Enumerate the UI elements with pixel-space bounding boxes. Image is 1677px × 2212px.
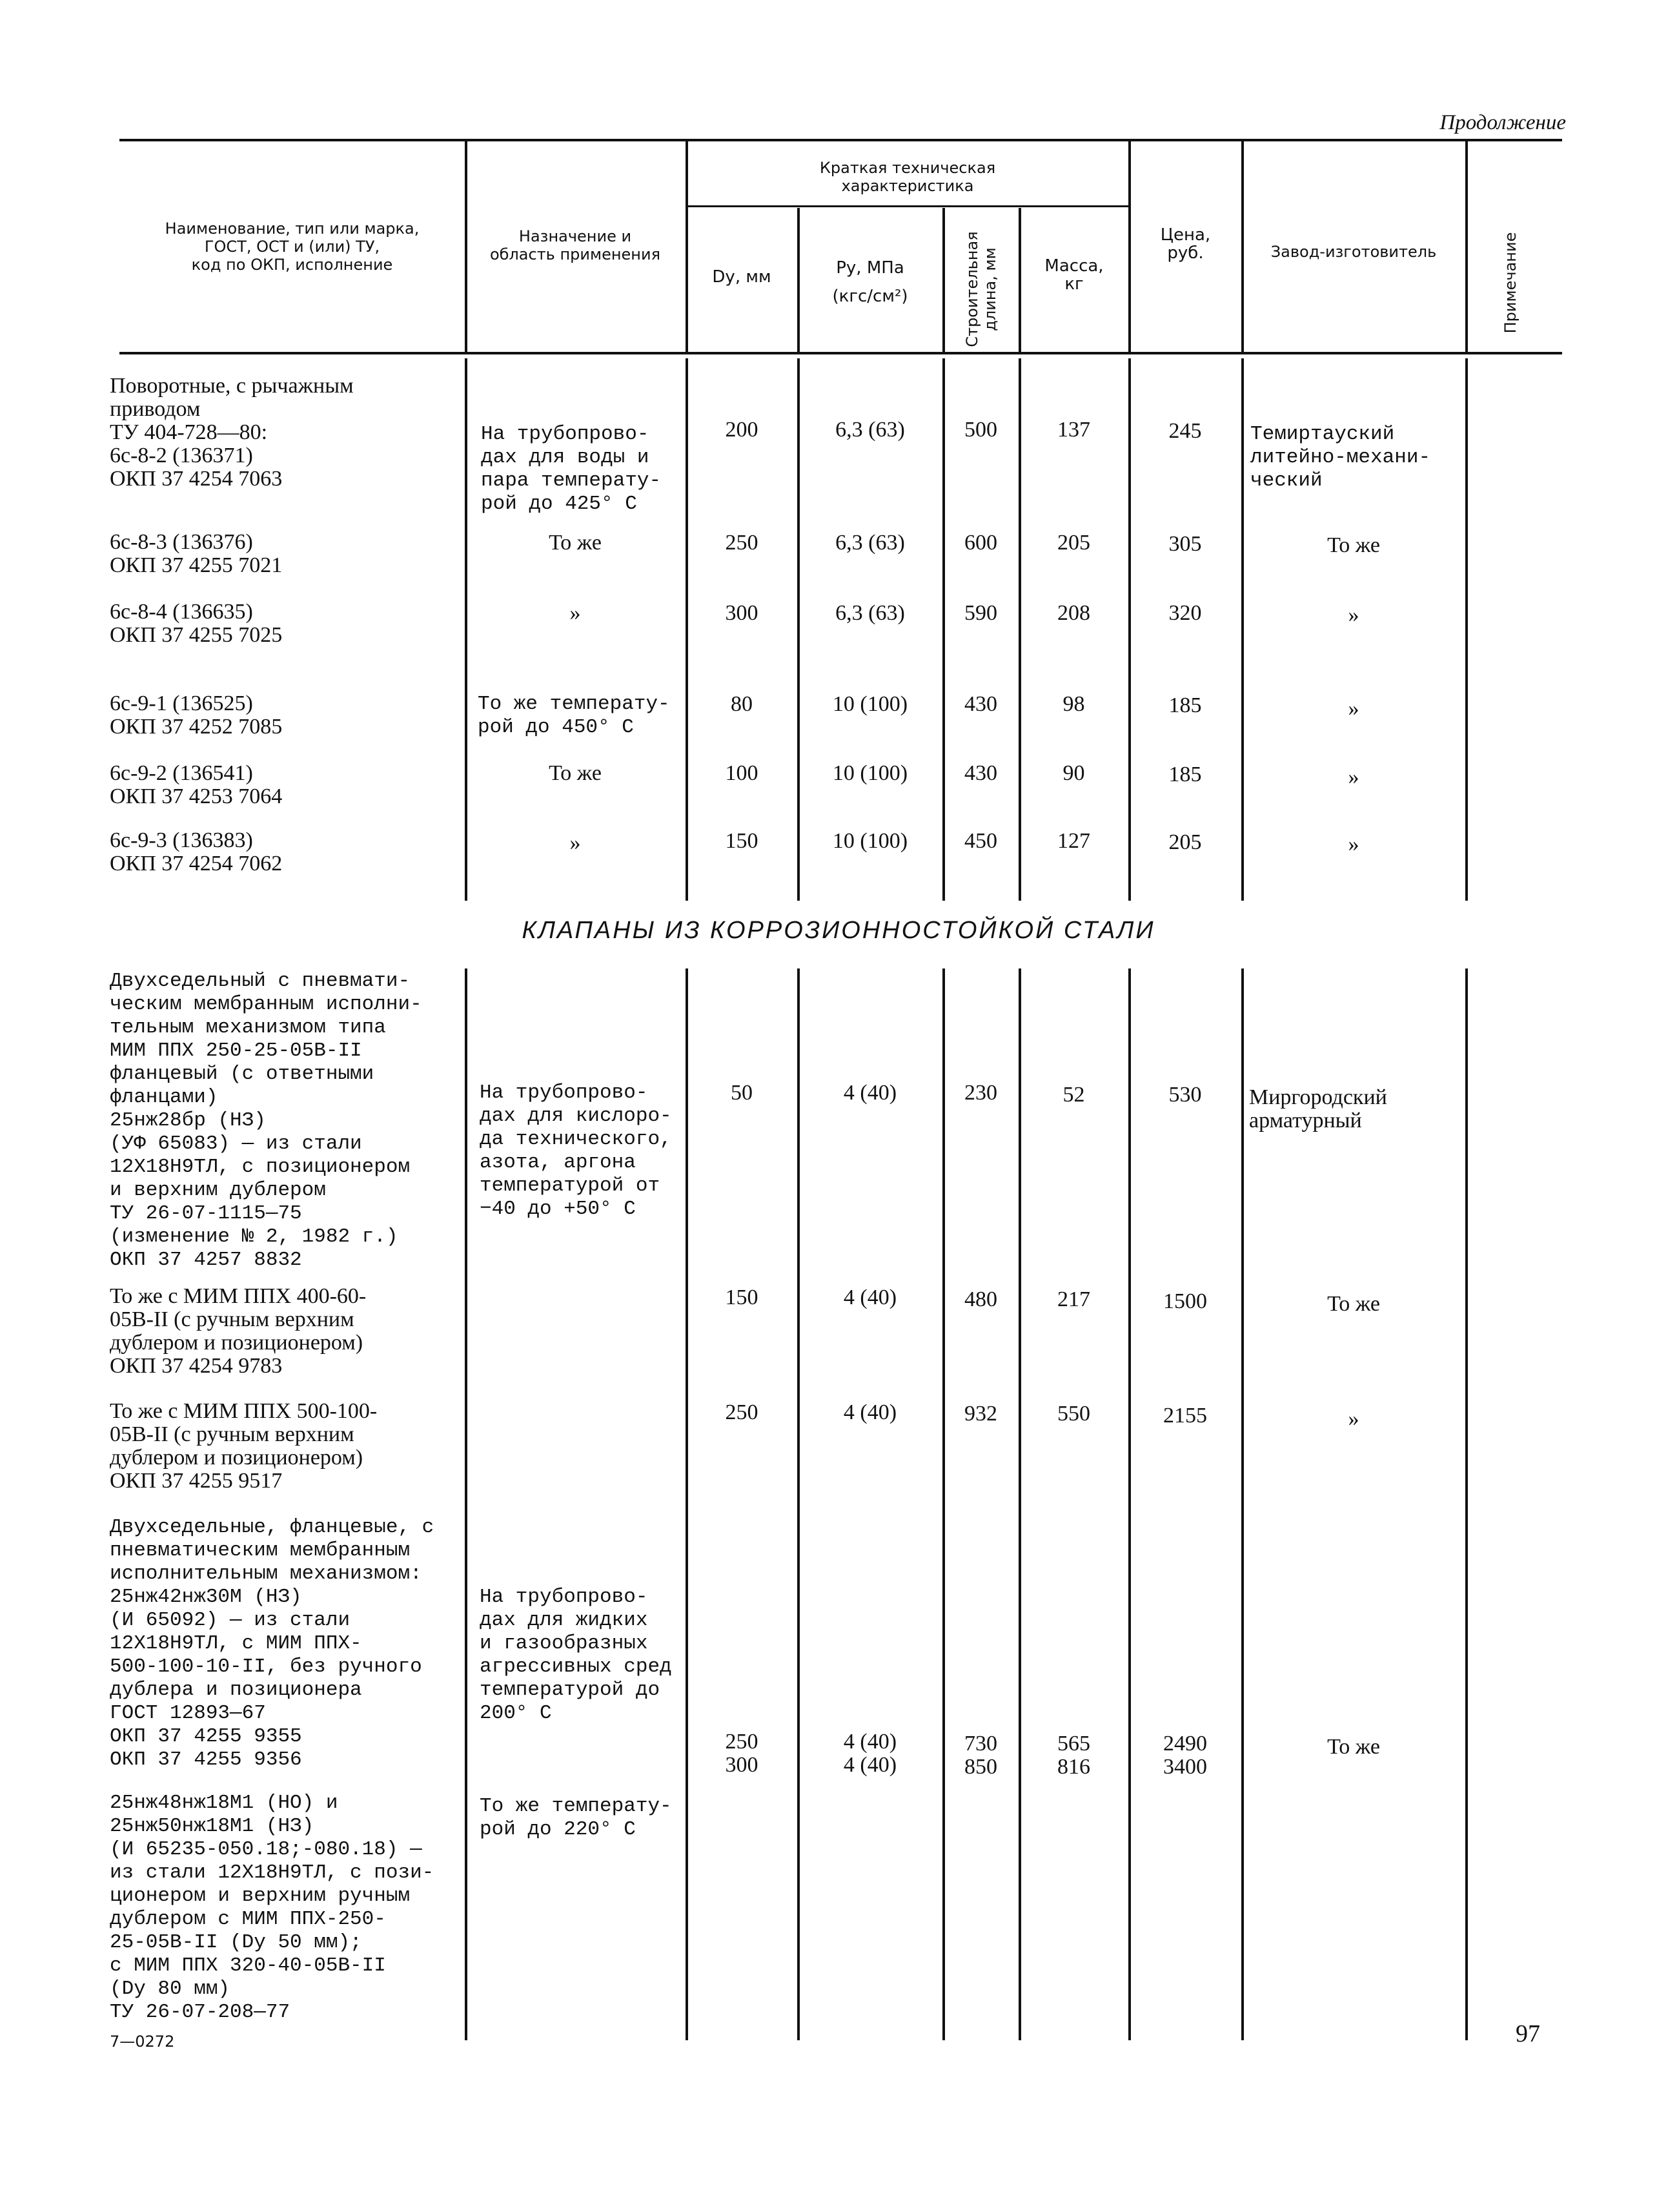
row-b-dy: 50 bbox=[731, 1081, 753, 1105]
row-b-length: 230 bbox=[964, 1081, 997, 1105]
header-divider bbox=[686, 141, 688, 352]
header-note: Примечание bbox=[1501, 232, 1519, 334]
row-a-name: 6с-9-1 (136525) ОКП 37 4252 7085 bbox=[110, 691, 283, 739]
section-title: КЛАПАНЫ ИЗ КОРРОЗИОННОСТОЙКОЙ СТАЛИ bbox=[522, 917, 1155, 944]
row-b-name: То же с МИМ ППХ 500-100- 05В-II (с ручным верхним дублером и позиционером) ОКП 37 4255 9517 bbox=[110, 1399, 378, 1493]
row-a-price: 185 bbox=[1168, 693, 1202, 717]
header-divider bbox=[465, 141, 467, 352]
body-divider bbox=[686, 968, 688, 2040]
row-b-plant: Миргородский арматурный bbox=[1249, 1085, 1387, 1132]
header-name: Наименование, тип или марка, ГОСТ, ОСТ и (или) ТУ, код по ОКП, исполнение bbox=[165, 220, 420, 274]
header-bottom-rule bbox=[119, 352, 1562, 354]
row-b-name: Двухседельные, фланцевые, с пневматическим мембранным исполнительным механизмом: 25нж42нж30М (НЗ) (И 65092) — из стали 12Х18Н9ТЛ, с МИМ ППХ- 500-100-10-II, без ручного дублера и позиционера ГОСТ 12893—67 ОКП 37 4255 9355 ОКП 37 4255 9356 bbox=[110, 1516, 434, 1771]
row-b-price: 2155 bbox=[1163, 1404, 1207, 1428]
row-a-length: 450 bbox=[964, 829, 997, 853]
row-b-dy: 250 300 bbox=[725, 1730, 758, 1777]
row-a-price: 185 bbox=[1168, 763, 1202, 786]
row-b-price: 530 bbox=[1168, 1083, 1202, 1107]
header-divider bbox=[942, 208, 945, 352]
row-a-mass: 205 bbox=[1057, 531, 1090, 555]
row-a-dy: 150 bbox=[725, 829, 758, 853]
row-a-dy: 250 bbox=[725, 531, 758, 555]
header-length: Строительная длина, мм bbox=[963, 231, 999, 347]
header-divider bbox=[1019, 208, 1021, 352]
row-a-plant: » bbox=[1348, 603, 1359, 627]
row-a-plant: Темиртауский литейно-механи- ческий bbox=[1250, 423, 1431, 492]
page-number: 97 bbox=[1516, 2020, 1540, 2047]
row-a-name: 6с-9-3 (136383) ОКП 37 4254 7062 bbox=[110, 828, 283, 876]
row-a-plant: » bbox=[1348, 765, 1359, 789]
row-a-name: 6с-8-3 (136376) ОКП 37 4255 7021 bbox=[110, 530, 283, 577]
row-b-dy: 150 bbox=[725, 1285, 758, 1309]
row-a-length: 500 bbox=[964, 418, 997, 442]
row-a-length: 590 bbox=[964, 601, 997, 625]
row-b-name: Двухседельный с пневмати- ческим мембранным исполни- тельным механизмом типа МИМ ППХ 250-25-05В-II фланцевый (с ответными фланцами) 25нж28бр (НЗ) (УФ 65083) — из стали 12Х18Н9ТЛ, с позиционером и верхним дублером ТУ 26-07-1115—75 (изменение № 2, 1982 г.) ОКП 37 4257 8832 bbox=[110, 970, 422, 1271]
body-divider bbox=[465, 358, 467, 901]
row-a-dy: 300 bbox=[725, 601, 758, 625]
row-b-mass: 565 816 bbox=[1057, 1732, 1090, 1779]
body-divider bbox=[1241, 358, 1244, 901]
row-a-purpose: » bbox=[569, 831, 581, 855]
row-b-plant: То же bbox=[1327, 1292, 1380, 1316]
row-a-price: 305 bbox=[1168, 532, 1202, 556]
row-a-name: 6с-8-4 (136635) ОКП 37 4255 7025 bbox=[110, 600, 283, 647]
header-mass: Масса, кг bbox=[1044, 256, 1104, 294]
row-b-plant: То же bbox=[1327, 1735, 1380, 1759]
header-divider bbox=[797, 208, 800, 352]
row-a-dy: 80 bbox=[731, 692, 753, 716]
row-b-dy: 250 bbox=[725, 1400, 758, 1424]
row-a-mass: 127 bbox=[1057, 829, 1090, 853]
row-a-dy: 200 bbox=[725, 418, 758, 442]
row-a-purpose: То же bbox=[549, 531, 602, 555]
row-a-py: 10 (100) bbox=[832, 761, 908, 785]
row-b-price: 1500 bbox=[1163, 1289, 1207, 1313]
header-plant: Завод-изготовитель bbox=[1270, 243, 1437, 261]
header-py: Pу, МПа (кгс/см²) bbox=[832, 258, 908, 306]
body-divider bbox=[1465, 968, 1468, 2040]
row-b-mass: 550 bbox=[1057, 1402, 1090, 1426]
row-b-length: 730 850 bbox=[964, 1732, 997, 1779]
row-a-length: 600 bbox=[964, 531, 997, 555]
row-b-purpose: То же температу- рой до 220° С bbox=[480, 1795, 672, 1841]
row-a-length: 430 bbox=[964, 692, 997, 716]
row-a-name: 6с-9-2 (136541) ОКП 37 4253 7064 bbox=[110, 761, 283, 808]
row-b-purpose: На трубопрово- дах для кислоро- да технического, азота, аргона температурой от −40 до +50° С bbox=[480, 1081, 672, 1220]
footer-code: 7—0272 bbox=[110, 2033, 175, 2051]
row-b-name: То же с МИМ ППХ 400-60- 05В-II (с ручным верхним дублером и позиционером) ОКП 37 4254 9783 bbox=[110, 1284, 367, 1378]
row-a-py: 10 (100) bbox=[832, 829, 908, 853]
row-a-py: 6,3 (63) bbox=[835, 601, 905, 625]
row-b-mass: 52 bbox=[1062, 1083, 1085, 1107]
row-a-price: 320 bbox=[1168, 601, 1202, 625]
row-a-plant: То же bbox=[1327, 533, 1380, 557]
header-divider bbox=[1241, 141, 1244, 352]
row-a-plant: » bbox=[1348, 697, 1359, 721]
row-b-py: 4 (40) bbox=[843, 1285, 897, 1309]
header-purpose: Назначение и область применения bbox=[489, 227, 661, 263]
row-a-mass: 90 bbox=[1062, 761, 1085, 785]
row-a-price: 245 bbox=[1168, 419, 1202, 443]
row-b-purpose: На трубопрово- дах для жидких и газообразных агрессивных сред температурой до 200° С bbox=[480, 1586, 672, 1725]
row-a-purpose: На трубопрово- дах для воды и пара температу- рой до 425° С bbox=[481, 423, 662, 515]
header-tech-group: Краткая техническая характеристика bbox=[819, 159, 996, 195]
header-price: Цена, руб. bbox=[1160, 225, 1211, 263]
body-divider bbox=[797, 968, 800, 2040]
header-dy: Dу, мм bbox=[712, 267, 771, 287]
row-a-purpose: То же температу- рой до 450° С bbox=[478, 693, 670, 739]
row-a-py: 10 (100) bbox=[832, 692, 908, 716]
header-divider bbox=[1128, 141, 1131, 352]
body-divider bbox=[465, 968, 467, 2040]
row-a-purpose: » bbox=[569, 601, 581, 625]
row-a-price: 205 bbox=[1168, 830, 1202, 854]
continuation-label: Продолжение bbox=[1439, 111, 1566, 134]
row-a-mass: 137 bbox=[1057, 418, 1090, 442]
body-divider bbox=[1128, 968, 1131, 2040]
row-a-plant: » bbox=[1348, 832, 1359, 856]
header-divider bbox=[1465, 141, 1468, 352]
row-b-py: 4 (40) bbox=[843, 1081, 897, 1105]
row-a-py: 6,3 (63) bbox=[835, 418, 905, 442]
row-b-price: 2490 3400 bbox=[1163, 1732, 1207, 1779]
row-a-length: 430 bbox=[964, 761, 997, 785]
row-b-mass: 217 bbox=[1057, 1287, 1090, 1311]
row-b-plant: » bbox=[1348, 1407, 1359, 1431]
row-a-name: Поворотные, с рычажным приводом ТУ 404-728—80: 6с-8-2 (136371) ОКП 37 4254 7063 bbox=[110, 374, 354, 491]
row-b-name: 25нж48нж18М1 (НО) и 25нж50нж18М1 (НЗ) (И 65235-050.18;-080.18) — из стали 12Х18Н9ТЛ, с пози- ционером и верхним ручным дублером с МИМ ППХ-250- 25-05В-II (Dу 50 мм); с МИМ ППХ 320-40-05В-II (Dу 80 мм) ТУ 26-07-208—77 bbox=[110, 1792, 434, 2023]
tech-group-rule bbox=[686, 205, 1130, 207]
body-divider bbox=[942, 968, 945, 2040]
row-a-purpose: То же bbox=[549, 761, 602, 785]
row-b-length: 480 bbox=[964, 1287, 997, 1311]
row-a-mass: 208 bbox=[1057, 601, 1090, 625]
row-b-py: 4 (40) 4 (40) bbox=[843, 1730, 897, 1777]
row-b-length: 932 bbox=[964, 1402, 997, 1426]
row-a-dy: 100 bbox=[725, 761, 758, 785]
body-divider bbox=[1465, 358, 1468, 901]
row-a-py: 6,3 (63) bbox=[835, 531, 905, 555]
row-b-py: 4 (40) bbox=[843, 1400, 897, 1424]
row-a-mass: 98 bbox=[1062, 692, 1085, 716]
body-divider bbox=[1019, 968, 1021, 2040]
body-divider bbox=[1241, 968, 1244, 2040]
top-rule bbox=[119, 139, 1562, 141]
